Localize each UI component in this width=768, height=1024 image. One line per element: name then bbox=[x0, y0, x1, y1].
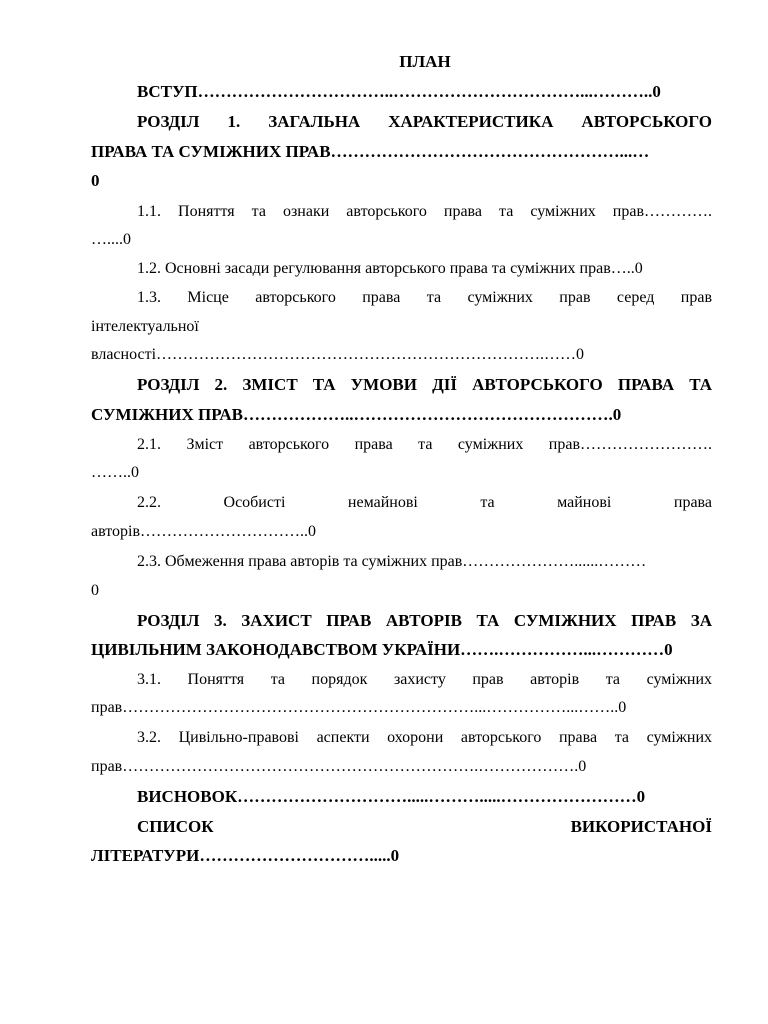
toc-item-1-3: 1.3. Місце авторського права та суміжних прав серед прав bbox=[137, 289, 712, 306]
toc-item-3-1-page: прав…………………………………………………………...……………...……..0 bbox=[91, 699, 627, 716]
toc-item-3-2-page: прав………………………………………………………….……………….0 bbox=[91, 758, 587, 775]
toc-section-1-heading: РОЗДІЛ 1. ЗАГАЛЬНА ХАРАКТЕРИСТИКА АВТОРСЬКОГО bbox=[137, 112, 712, 131]
toc-intro: ВСТУП……………………………..……………………………...………..0 bbox=[137, 82, 661, 101]
toc-item-2-1: 2.1. Зміст авторського права та суміжних прав……………………. bbox=[137, 436, 712, 453]
toc-item-3-1: 3.1. Поняття та порядок захисту прав авторів та суміжних bbox=[137, 671, 712, 688]
toc-item-2-2-page: авторів…………………………..0 bbox=[91, 523, 317, 540]
toc-item-2-2: 2.2. Особисті немайнові та майнові права bbox=[137, 494, 712, 511]
toc-section-2-heading: РОЗДІЛ 2. ЗМІСТ ТА УМОВИ ДІЇ АВТОРСЬКОГО ПРАВА ТА bbox=[137, 375, 712, 394]
toc-item-1-1-page: …....0 bbox=[91, 231, 131, 248]
toc-item-1-2: 1.2. Основні засади регулювання авторського права та суміжних прав…..0 bbox=[137, 260, 643, 277]
toc-section-1-page: 0 bbox=[91, 171, 100, 190]
toc-item-2-3-page: 0 bbox=[91, 582, 99, 599]
toc-item-1-1: 1.1. Поняття та ознаки авторського права та суміжних прав…………. bbox=[137, 203, 712, 220]
toc-conclusion: ВИСНОВОК………………………….....……….....……………………0 bbox=[137, 787, 646, 806]
toc-item-2-3: 2.3. Обмеження права авторів та суміжних прав…………………......……… bbox=[137, 553, 647, 570]
toc-references-heading: СПИСОК ВИКОРИСТАНОЇ bbox=[137, 817, 712, 836]
toc-item-1-3-cont: інтелектуальної bbox=[91, 318, 199, 335]
toc-item-3-2: 3.2. Цивільно-правові аспекти охорони авторського права та суміжних bbox=[137, 729, 712, 746]
toc-item-2-1-page: ……..0 bbox=[91, 464, 139, 481]
toc-references-page: ЛІТЕРАТУРИ………………………….....0 bbox=[91, 846, 400, 865]
toc-section-2-heading-cont: СУМІЖНИХ ПРАВ………………..……………………………………….0 bbox=[91, 405, 622, 424]
toc-section-3-heading-cont: ЦИВІЛЬНИМ ЗАКОНОДАВСТВОМ УКРАЇНИ…….……………...…………0 bbox=[91, 640, 673, 659]
toc-section-3-heading: РОЗДІЛ 3. ЗАХИСТ ПРАВ АВТОРІВ ТА СУМІЖНИХ ПРАВ ЗА bbox=[137, 611, 712, 630]
toc-item-1-3-page: власності……………………………………………………………….……0 bbox=[91, 346, 585, 363]
toc-section-1-heading-cont: ПРАВА ТА СУМІЖНИХ ПРАВ……………………………………………...… bbox=[91, 142, 650, 161]
page-title: ПЛАН bbox=[399, 52, 451, 71]
